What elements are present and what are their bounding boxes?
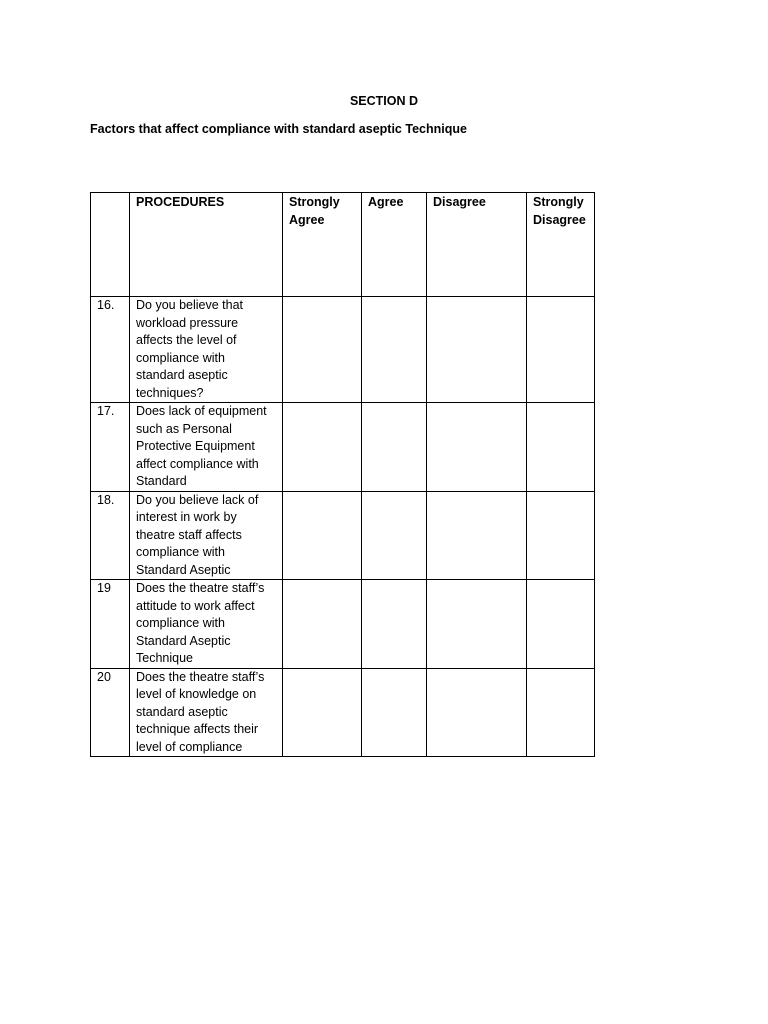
table-row (91, 297, 595, 403)
header-strongly-agree: Strongly Agree (283, 193, 362, 297)
header-disagree: Disagree (427, 193, 527, 297)
agree-cell[interactable] (362, 491, 427, 580)
agree-cell[interactable] (362, 580, 427, 669)
procedure-text (130, 491, 283, 580)
row-number: 17. (91, 403, 130, 492)
table-row (91, 580, 595, 669)
strongly-agree-cell[interactable] (283, 580, 362, 669)
header-agree: Agree (362, 193, 427, 297)
row-number: 20 (91, 668, 130, 757)
procedure-label: Does the theatre staff’s attitude to work affect compliance with Standard Aseptic Technique (136, 581, 265, 665)
procedure-label: Does lack of equipment such as Personal Protective Equipment affect compliance with Standard (136, 404, 267, 488)
strongly-disagree-cell[interactable] (527, 668, 595, 757)
strongly-agree-cell[interactable] (283, 491, 362, 580)
strongly-agree-cell[interactable] (283, 668, 362, 757)
table-header-row (91, 193, 595, 297)
disagree-cell[interactable] (427, 491, 527, 580)
strongly-disagree-cell[interactable] (527, 403, 595, 492)
row-number: 19 (91, 580, 130, 669)
disagree-cell[interactable] (427, 403, 527, 492)
procedure-label: Does the theatre staff’s level of knowledge on standard aseptic technique affects their level of compliance (136, 669, 265, 754)
disagree-cell[interactable] (427, 297, 527, 403)
procedure-text (130, 580, 283, 669)
agree-cell[interactable] (362, 403, 427, 492)
header-strongly-disagree: Strongly Disagree (527, 193, 595, 297)
survey-table (90, 192, 595, 757)
procedure-text (130, 297, 283, 403)
agree-cell[interactable] (362, 668, 427, 757)
section-title: SECTION D (349, 94, 419, 108)
strongly-agree-cell[interactable] (283, 297, 362, 403)
strongly-disagree-cell[interactable] (527, 491, 595, 580)
strongly-agree-cell[interactable] (283, 403, 362, 492)
disagree-cell[interactable] (427, 580, 527, 669)
document-heading: Factors that affect compliance with standard aseptic Technique (90, 122, 467, 136)
procedure-label: Do you believe lack of interest in work by theatre staff affects compliance with Standard Aseptic (136, 492, 259, 577)
agree-cell[interactable] (362, 297, 427, 403)
procedure-text (130, 668, 283, 757)
header-number (91, 193, 130, 297)
row-number: 16. (91, 297, 130, 403)
table-row (91, 403, 595, 492)
table-row (91, 668, 595, 757)
procedure-label: Do you believe that workload pressure affects the level of compliance with standard aseptic techniques? (136, 298, 244, 400)
strongly-disagree-cell[interactable] (527, 297, 595, 403)
header-procedures: PROCEDURES (130, 193, 283, 297)
disagree-cell[interactable] (427, 668, 527, 757)
table-row (91, 491, 595, 580)
procedure-text (130, 403, 283, 492)
row-number: 18. (91, 491, 130, 580)
strongly-disagree-cell[interactable] (527, 580, 595, 669)
